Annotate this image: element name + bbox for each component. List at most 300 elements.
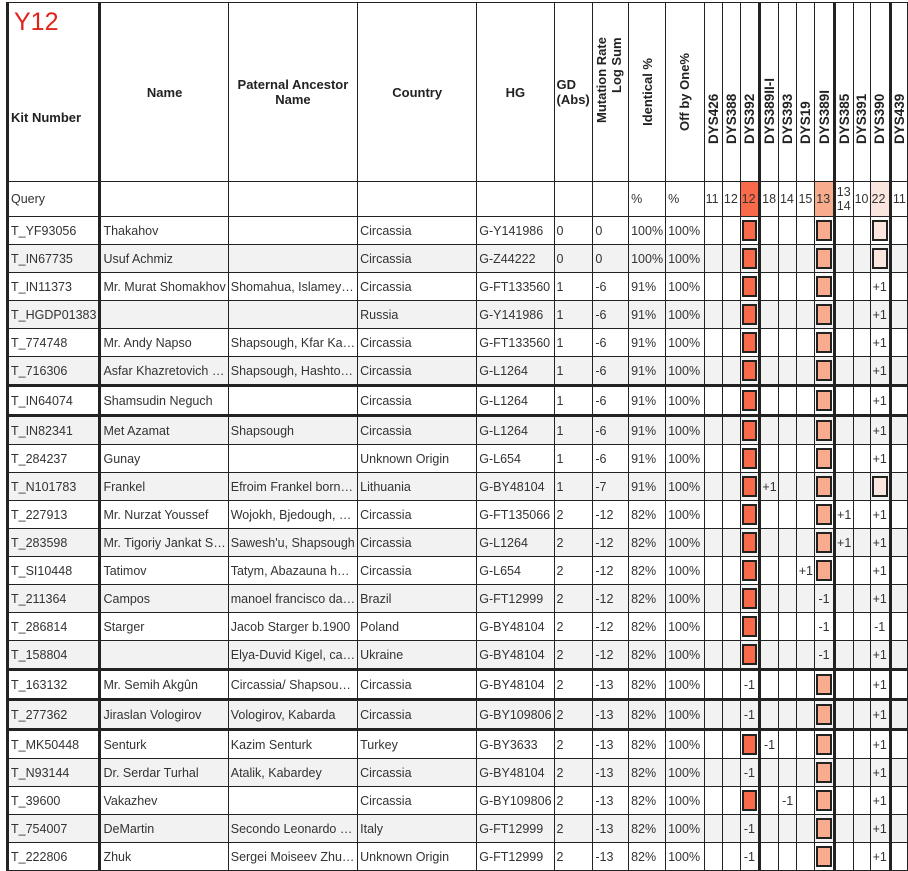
kit-number: T_HGDP01383 bbox=[8, 301, 100, 329]
genetic-distance: 1 bbox=[554, 445, 593, 473]
haplogroup: G-BY48104 bbox=[477, 759, 554, 787]
table-row[interactable] bbox=[8, 329, 908, 357]
haplogroup: G-BY48104 bbox=[477, 641, 554, 670]
query-marker-value: 14 bbox=[778, 182, 797, 217]
marker-cell bbox=[853, 843, 870, 871]
marker-cell bbox=[704, 473, 722, 501]
table-row[interactable] bbox=[8, 557, 908, 585]
marker-cell bbox=[722, 329, 740, 357]
query-marker-value: 11 bbox=[890, 182, 907, 217]
marker-cell bbox=[760, 329, 779, 357]
match-highlight bbox=[816, 276, 832, 297]
marker-cell bbox=[740, 641, 760, 670]
marker-cell bbox=[890, 245, 907, 273]
genetic-distance: 2 bbox=[554, 641, 593, 670]
table-row[interactable] bbox=[8, 386, 908, 416]
marker-cell bbox=[704, 700, 722, 730]
table-row[interactable] bbox=[8, 700, 908, 730]
marker-cell bbox=[740, 416, 760, 445]
match-highlight bbox=[742, 448, 758, 469]
match-highlight bbox=[816, 532, 832, 553]
haplogroup: G-FT133560 bbox=[477, 329, 554, 357]
marker-cell bbox=[778, 700, 797, 730]
paternal-ancestor bbox=[228, 445, 357, 473]
mutation-rate: -13 bbox=[593, 815, 629, 843]
marker-cell bbox=[704, 815, 722, 843]
marker-cell bbox=[722, 730, 740, 759]
marker-cell bbox=[760, 501, 779, 529]
marker-cell bbox=[890, 815, 907, 843]
marker-cell: +1 bbox=[870, 670, 890, 700]
marker-cell bbox=[890, 641, 907, 670]
marker-cell: -1 bbox=[815, 585, 835, 613]
marker-cell bbox=[853, 700, 870, 730]
header-marker-dys389i[interactable] bbox=[815, 3, 835, 182]
marker-cell bbox=[834, 787, 853, 815]
marker-cell bbox=[834, 585, 853, 613]
marker-cell bbox=[740, 301, 760, 329]
marker-cell bbox=[760, 273, 779, 301]
match-highlight bbox=[816, 504, 832, 525]
header-identical[interactable] bbox=[629, 3, 666, 182]
marker-cell bbox=[722, 613, 740, 641]
name: Campos bbox=[100, 585, 228, 613]
marker-cell bbox=[834, 473, 853, 501]
marker-cell bbox=[797, 585, 815, 613]
country: Unknown Origin bbox=[358, 445, 477, 473]
table-row[interactable] bbox=[8, 416, 908, 445]
country: Poland bbox=[358, 613, 477, 641]
header-country[interactable]: Country bbox=[358, 3, 477, 182]
genetic-distance: 1 bbox=[554, 357, 593, 386]
header-marker-label: DYS392 bbox=[741, 93, 757, 144]
marker-cell bbox=[797, 529, 815, 557]
query-gd bbox=[554, 182, 593, 217]
marker-cell bbox=[722, 357, 740, 386]
country: Ukraine bbox=[358, 641, 477, 670]
off-by-one-percent: 100% bbox=[666, 501, 705, 529]
name bbox=[100, 641, 228, 670]
marker-cell bbox=[760, 301, 779, 329]
match-highlight bbox=[742, 560, 758, 581]
marker-cell bbox=[778, 416, 797, 445]
marker-cell bbox=[834, 357, 853, 386]
marker-cell bbox=[722, 585, 740, 613]
identical-percent: 82% bbox=[629, 843, 666, 871]
paternal-ancestor: Secondo Leonardo … bbox=[228, 815, 357, 843]
marker-cell bbox=[890, 730, 907, 759]
query-marker-value: 10 bbox=[853, 182, 870, 217]
marker-cell bbox=[778, 670, 797, 700]
marker-cell bbox=[890, 501, 907, 529]
match-highlight bbox=[816, 734, 832, 755]
header-hg[interactable]: HG bbox=[477, 3, 554, 182]
marker-cell bbox=[797, 386, 815, 416]
header-ancestor[interactable]: Paternal Ancestor Name bbox=[228, 3, 357, 182]
marker-cell: +1 bbox=[870, 273, 890, 301]
marker-cell bbox=[890, 613, 907, 641]
marker-cell bbox=[704, 245, 722, 273]
name: DeMartin bbox=[100, 815, 228, 843]
off-by-one-percent: 100% bbox=[666, 217, 705, 245]
marker-cell bbox=[760, 445, 779, 473]
haplogroup: G-FT133560 bbox=[477, 273, 554, 301]
marker-cell bbox=[778, 357, 797, 386]
header-marker-dys392[interactable] bbox=[740, 3, 760, 182]
marker-cell bbox=[797, 329, 815, 357]
off-by-one-percent: 100% bbox=[666, 329, 705, 357]
off-by-one-percent: 100% bbox=[666, 641, 705, 670]
identical-percent: 82% bbox=[629, 641, 666, 670]
kit-number: T_277362 bbox=[8, 700, 100, 730]
off-by-one-percent: 100% bbox=[666, 416, 705, 445]
identical-percent: 82% bbox=[629, 759, 666, 787]
header-name[interactable]: Name bbox=[100, 3, 228, 182]
mutation-rate: -6 bbox=[593, 357, 629, 386]
marker-cell: +1 bbox=[760, 473, 779, 501]
marker-cell bbox=[722, 529, 740, 557]
haplogroup: G-L1264 bbox=[477, 386, 554, 416]
haplogroup: G-BY109806 bbox=[477, 700, 554, 730]
query-marker-value: 12 bbox=[722, 182, 740, 217]
marker-cell bbox=[815, 273, 835, 301]
marker-cell: +1 bbox=[870, 386, 890, 416]
marker-cell bbox=[760, 245, 779, 273]
header-marker-label: DYS439 bbox=[891, 93, 907, 144]
match-highlight bbox=[816, 304, 832, 325]
marker-cell bbox=[740, 501, 760, 529]
marker-cell bbox=[834, 416, 853, 445]
marker-cell bbox=[853, 386, 870, 416]
marker-cell: +1 bbox=[870, 759, 890, 787]
identical-percent: 82% bbox=[629, 501, 666, 529]
mutation-rate: -12 bbox=[593, 557, 629, 585]
marker-cell bbox=[815, 329, 835, 357]
match-highlight bbox=[742, 248, 758, 269]
marker-cell bbox=[704, 301, 722, 329]
identical-percent: 82% bbox=[629, 787, 666, 815]
identical-percent: 82% bbox=[629, 730, 666, 759]
identical-percent: 91% bbox=[629, 273, 666, 301]
haplogroup: G-BY48104 bbox=[477, 613, 554, 641]
marker-cell bbox=[797, 273, 815, 301]
marker-cell bbox=[778, 445, 797, 473]
paternal-ancestor: Shomahua, Islamey… bbox=[228, 273, 357, 301]
table-body bbox=[8, 182, 908, 871]
marker-cell bbox=[778, 245, 797, 273]
marker-cell bbox=[853, 329, 870, 357]
kit-number: T_IN82341 bbox=[8, 416, 100, 445]
table-row[interactable] bbox=[8, 613, 908, 641]
marker-cell bbox=[722, 217, 740, 245]
marker-cell bbox=[815, 843, 835, 871]
haplogroup: G-Y141986 bbox=[477, 217, 554, 245]
name: Met Azamat bbox=[100, 416, 228, 445]
table-row[interactable] bbox=[8, 217, 908, 245]
kit-number: T_284237 bbox=[8, 445, 100, 473]
haplogroup: G-FT135066 bbox=[477, 501, 554, 529]
marker-cell bbox=[778, 613, 797, 641]
marker-cell bbox=[890, 787, 907, 815]
marker-cell bbox=[740, 529, 760, 557]
header-marker-label: DYS385 bbox=[836, 93, 852, 144]
table-row[interactable] bbox=[8, 670, 908, 700]
identical-percent: 82% bbox=[629, 815, 666, 843]
query-marker-value: 22 bbox=[870, 182, 890, 217]
match-highlight bbox=[816, 560, 832, 581]
marker-cell bbox=[815, 557, 835, 585]
name: Mr. Nurzat Youssef bbox=[100, 501, 228, 529]
kit-number: T_YF93056 bbox=[8, 217, 100, 245]
paternal-ancestor bbox=[228, 245, 357, 273]
marker-cell bbox=[797, 357, 815, 386]
marker-cell: +1 bbox=[870, 641, 890, 670]
table-row[interactable] bbox=[8, 815, 908, 843]
table-row[interactable] bbox=[8, 301, 908, 329]
table-row[interactable] bbox=[8, 585, 908, 613]
marker-cell bbox=[853, 730, 870, 759]
marker-cell bbox=[740, 613, 760, 641]
marker-cell bbox=[797, 217, 815, 245]
mutation-rate: -6 bbox=[593, 329, 629, 357]
header-marker-dys389ii-i[interactable] bbox=[760, 3, 779, 182]
marker-cell bbox=[778, 386, 797, 416]
query-identical: % bbox=[629, 182, 666, 217]
match-highlight bbox=[742, 220, 758, 241]
haplogroup: G-BY48104 bbox=[477, 473, 554, 501]
paternal-ancestor bbox=[228, 386, 357, 416]
mutation-rate: -6 bbox=[593, 301, 629, 329]
marker-cell: +1 bbox=[797, 557, 815, 585]
marker-cell bbox=[890, 386, 907, 416]
marker-cell bbox=[870, 217, 890, 245]
marker-cell bbox=[834, 557, 853, 585]
marker-cell bbox=[834, 386, 853, 416]
marker-cell bbox=[834, 217, 853, 245]
marker-cell bbox=[704, 730, 722, 759]
header-gd[interactable]: GD (Abs) bbox=[554, 3, 593, 182]
marker-cell bbox=[760, 217, 779, 245]
genetic-distance: 2 bbox=[554, 529, 593, 557]
haplogroup: G-FT12999 bbox=[477, 843, 554, 871]
mutation-rate: -6 bbox=[593, 386, 629, 416]
mutation-rate: -13 bbox=[593, 670, 629, 700]
paternal-ancestor: manoel francisco da… bbox=[228, 585, 357, 613]
marker-cell bbox=[722, 787, 740, 815]
marker-cell bbox=[760, 815, 779, 843]
paternal-ancestor: Sawesh'u, Shapsough bbox=[228, 529, 357, 557]
country: Circassia bbox=[358, 245, 477, 273]
marker-cell bbox=[890, 529, 907, 557]
country: Circassia bbox=[358, 759, 477, 787]
name: Mr. Andy Napso bbox=[100, 329, 228, 357]
mutation-rate: -13 bbox=[593, 700, 629, 730]
marker-cell bbox=[890, 416, 907, 445]
header-off-by-one[interactable] bbox=[666, 3, 705, 182]
marker-cell bbox=[853, 613, 870, 641]
paternal-ancestor: Shapsough, Kfar Ka… bbox=[228, 329, 357, 357]
match-highlight bbox=[816, 704, 832, 725]
table-row[interactable] bbox=[8, 445, 908, 473]
query-hg bbox=[477, 182, 554, 217]
marker-cell bbox=[740, 357, 760, 386]
identical-percent: 91% bbox=[629, 301, 666, 329]
marker-cell bbox=[890, 329, 907, 357]
marker-cell bbox=[778, 730, 797, 759]
off-by-one-percent: 100% bbox=[666, 445, 705, 473]
table-row[interactable] bbox=[8, 245, 908, 273]
marker-cell bbox=[704, 585, 722, 613]
genetic-distance: 2 bbox=[554, 843, 593, 871]
header-marker-dys393[interactable] bbox=[778, 3, 797, 182]
marker-cell bbox=[853, 501, 870, 529]
y12-match-table bbox=[6, 2, 908, 871]
marker-cell: +1 bbox=[870, 585, 890, 613]
marker-cell: -1 bbox=[778, 787, 797, 815]
marker-cell: -1 bbox=[740, 670, 760, 700]
marker-cell bbox=[778, 557, 797, 585]
haplogroup: G-BY109806 bbox=[477, 787, 554, 815]
table-row[interactable] bbox=[8, 843, 908, 871]
kit-number: T_IN11373 bbox=[8, 273, 100, 301]
table-row[interactable] bbox=[8, 501, 908, 529]
table-row[interactable] bbox=[8, 759, 908, 787]
marker-cell bbox=[815, 301, 835, 329]
marker-cell bbox=[704, 787, 722, 815]
identical-percent: 91% bbox=[629, 416, 666, 445]
header-off-by-one-label: Off by One% bbox=[677, 52, 693, 131]
table-row[interactable] bbox=[8, 787, 908, 815]
marker-cell: +1 bbox=[870, 301, 890, 329]
genetic-distance: 2 bbox=[554, 585, 593, 613]
marker-cell bbox=[778, 273, 797, 301]
header-marker-dys385[interactable] bbox=[834, 3, 853, 182]
kit-number: T_754007 bbox=[8, 815, 100, 843]
genetic-distance: 1 bbox=[554, 329, 593, 357]
identical-percent: 82% bbox=[629, 613, 666, 641]
off-by-one-percent: 100% bbox=[666, 357, 705, 386]
paternal-ancestor: Shapsough, Hashto… bbox=[228, 357, 357, 386]
match-highlight bbox=[742, 504, 758, 525]
query-label: Query bbox=[8, 182, 100, 217]
mutation-rate: -12 bbox=[593, 529, 629, 557]
marker-cell bbox=[890, 357, 907, 386]
header-marker-dys439[interactable] bbox=[890, 3, 907, 182]
kit-number: T_283598 bbox=[8, 529, 100, 557]
marker-cell bbox=[740, 473, 760, 501]
match-highlight bbox=[872, 248, 888, 269]
name: Dr. Serdar Turhal bbox=[100, 759, 228, 787]
marker-cell bbox=[853, 301, 870, 329]
marker-cell bbox=[778, 759, 797, 787]
paternal-ancestor: Jacob Starger b.1900 bbox=[228, 613, 357, 641]
marker-cell bbox=[890, 843, 907, 871]
match-highlight bbox=[742, 390, 758, 411]
kit-number: T_716306 bbox=[8, 357, 100, 386]
kit-number: T_N93144 bbox=[8, 759, 100, 787]
header-mutation-rate[interactable] bbox=[593, 3, 629, 182]
query-marker-value: 13 14 bbox=[834, 182, 853, 217]
table-row[interactable] bbox=[8, 273, 908, 301]
marker-cell bbox=[760, 585, 779, 613]
name: Usuf Achmiz bbox=[100, 245, 228, 273]
query-ancestor bbox=[228, 182, 357, 217]
marker-cell bbox=[797, 245, 815, 273]
marker-cell: -1 bbox=[870, 613, 890, 641]
haplogroup: G-BY48104 bbox=[477, 670, 554, 700]
paternal-ancestor bbox=[228, 217, 357, 245]
marker-cell bbox=[834, 329, 853, 357]
marker-cell bbox=[740, 445, 760, 473]
name: Senturk bbox=[100, 730, 228, 759]
header-marker-dys388[interactable] bbox=[722, 3, 740, 182]
marker-cell bbox=[870, 245, 890, 273]
header-marker-dys390[interactable] bbox=[870, 3, 890, 182]
genetic-distance: 2 bbox=[554, 700, 593, 730]
genetic-distance: 1 bbox=[554, 416, 593, 445]
marker-cell: -1 bbox=[740, 843, 760, 871]
marker-cell: +1 bbox=[870, 416, 890, 445]
marker-cell bbox=[853, 815, 870, 843]
marker-cell bbox=[740, 787, 760, 815]
header-marker-dys391[interactable] bbox=[853, 3, 870, 182]
country: Italy bbox=[358, 815, 477, 843]
table-row[interactable] bbox=[8, 529, 908, 557]
genetic-distance: 2 bbox=[554, 730, 593, 759]
off-by-one-percent: 100% bbox=[666, 843, 705, 871]
marker-cell bbox=[834, 843, 853, 871]
marker-cell bbox=[853, 557, 870, 585]
mutation-rate: -12 bbox=[593, 641, 629, 670]
marker-cell: +1 bbox=[834, 529, 853, 557]
identical-percent: 91% bbox=[629, 445, 666, 473]
marker-cell bbox=[740, 585, 760, 613]
marker-cell bbox=[760, 700, 779, 730]
off-by-one-percent: 100% bbox=[666, 787, 705, 815]
haplogroup: G-Y141986 bbox=[477, 301, 554, 329]
mutation-rate: -7 bbox=[593, 473, 629, 501]
name: Frankel bbox=[100, 473, 228, 501]
haplogroup: G-L1264 bbox=[477, 529, 554, 557]
marker-cell bbox=[704, 641, 722, 670]
country: Circassia bbox=[358, 700, 477, 730]
table-row[interactable] bbox=[8, 473, 908, 501]
header-marker-label: DYS390 bbox=[872, 93, 888, 144]
paternal-ancestor: Kazim Senturk bbox=[228, 730, 357, 759]
country: Circassia bbox=[358, 329, 477, 357]
identical-percent: 82% bbox=[629, 557, 666, 585]
haplogroup: G-FT12999 bbox=[477, 585, 554, 613]
name: Mr. Semih Akgûn bbox=[100, 670, 228, 700]
marker-cell bbox=[778, 301, 797, 329]
name: Zhuk bbox=[100, 843, 228, 871]
off-by-one-percent: 100% bbox=[666, 759, 705, 787]
header-kit-number[interactable]: Kit Number bbox=[8, 3, 100, 182]
table-row[interactable] bbox=[8, 357, 908, 386]
header-marker-dys19[interactable] bbox=[797, 3, 815, 182]
marker-cell bbox=[760, 529, 779, 557]
haplogroup: G-L654 bbox=[477, 557, 554, 585]
match-highlight bbox=[816, 762, 832, 783]
marker-cell bbox=[815, 445, 835, 473]
marker-cell: +1 bbox=[870, 787, 890, 815]
header-marker-dys426[interactable] bbox=[704, 3, 722, 182]
identical-percent: 82% bbox=[629, 529, 666, 557]
table-row[interactable] bbox=[8, 730, 908, 759]
marker-cell bbox=[797, 670, 815, 700]
marker-cell: +1 bbox=[870, 529, 890, 557]
table-row[interactable] bbox=[8, 641, 908, 670]
